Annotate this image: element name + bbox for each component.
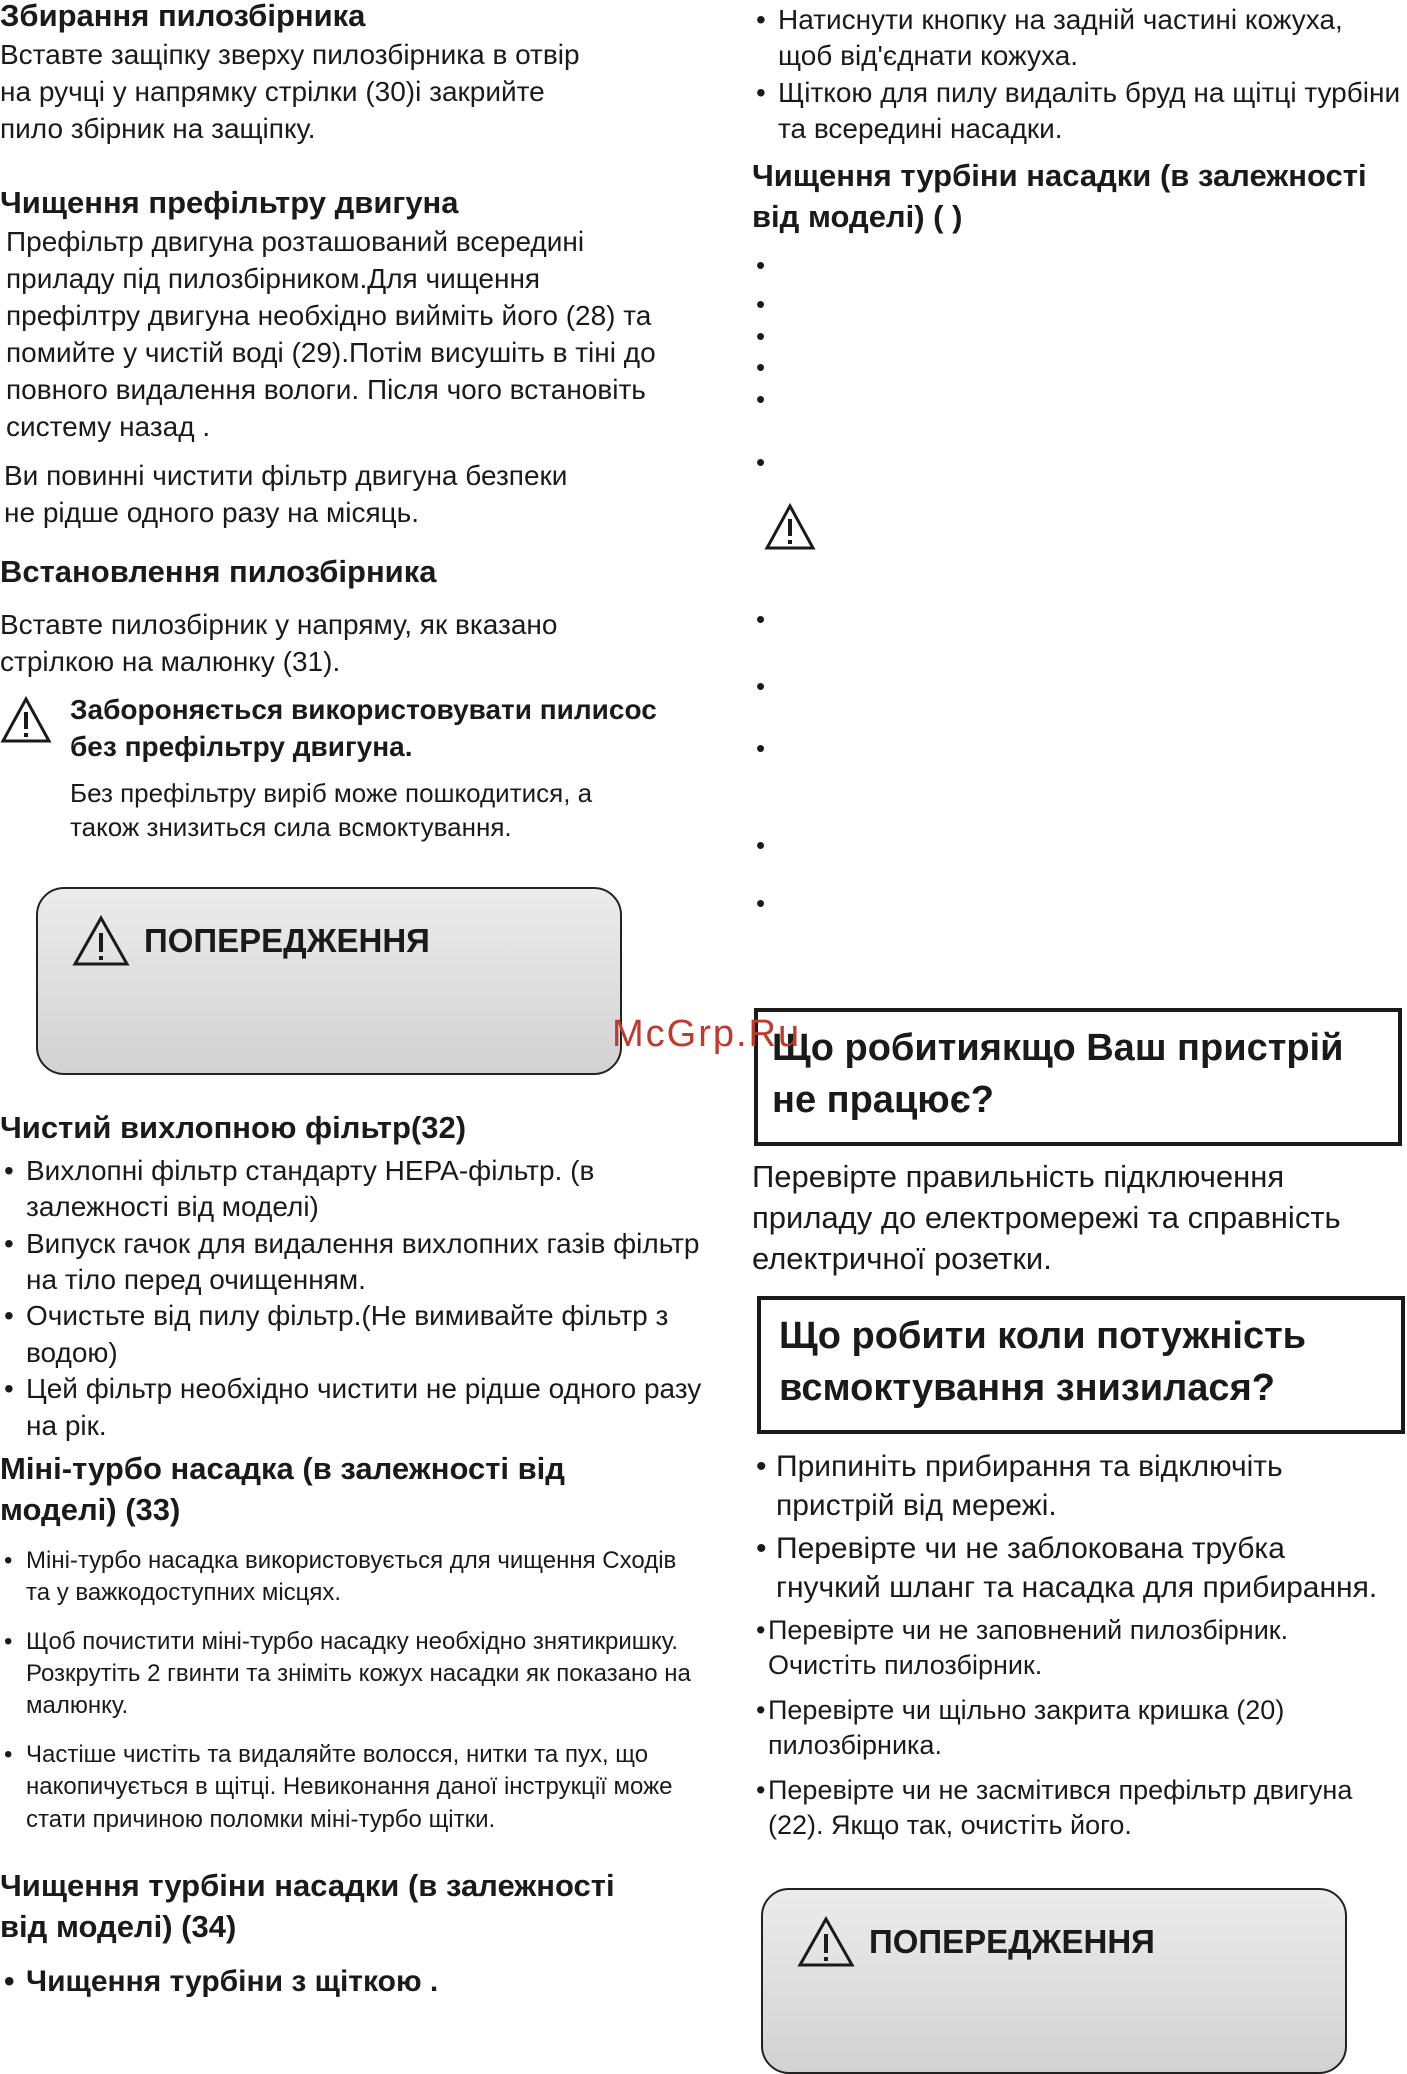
para-line: повного видалення вологи. Після чого встановіть: [6, 373, 646, 405]
list-item: • Вихлопні фільтр стандарту HEPA-фільтр. (в залежності від моделі): [0, 1153, 720, 1226]
warning-icon: [72, 915, 130, 967]
section-title: Збирання пилозбірника: [0, 0, 366, 33]
bullet-glyph: •: [756, 352, 766, 382]
warning-icon: [0, 696, 52, 744]
section-prefilter: [0, 183, 656, 532]
section-title: Чистий вихлопною фільтр(32): [0, 1110, 467, 1145]
bullet-glyph: •: [756, 250, 766, 280]
para-line: систему назад .: [6, 410, 211, 442]
bullet-glyph: •: [756, 604, 766, 634]
section-title: Чищення префільтру двигуна: [0, 185, 459, 220]
watermark: McGrp.Ru: [612, 1013, 802, 1055]
list-item: • Перевірте чи не заповнений пилозбірник. Очистіть пилозбірник.: [752, 1613, 1392, 1683]
section-exhaust-filter: [0, 1108, 720, 1444]
bullet-glyph: •: [756, 733, 766, 763]
list-item: • Частіше чистіть та видаляйте волосся, нитки та пух, що накопичується в щітці. Невиконання даної інструкції може стати причиною поломки міні-турбо щітки.: [0, 1739, 700, 1836]
warning-box: [36, 887, 622, 1075]
bullet-glyph: •: [756, 888, 766, 918]
box-title: не працює?: [772, 1079, 994, 1122]
section-assembly: [0, 0, 580, 148]
para-line: Префільтр двигуна розташований всередині: [6, 225, 585, 257]
troubleshoot-text: [752, 1156, 1402, 1280]
list-item: • Перевірте чи щільно закрита кришка (20) пилозбірника.: [752, 1693, 1392, 1763]
bullet-glyph: •: [756, 447, 766, 477]
para-line: Вставте защіпку зверху пилозбірника в отвір: [0, 38, 580, 70]
warning-icon: [764, 503, 816, 551]
list-item: • Чищення турбіни з щіткою .: [0, 1962, 700, 2001]
warning-text: Без префільтру виріб може пошкодитися, а: [70, 777, 593, 808]
bullet-glyph: •: [756, 321, 766, 351]
para-line: префілтру двигуна необхідно вийміть його (28) та: [6, 299, 652, 331]
warning-box-label: ПОПЕРЕДЖЕННЯ: [869, 1923, 1155, 1960]
list-item: • Перевірте чи не заблокована трубка гнучкий шланг та насадка для прибирання.: [752, 1529, 1392, 1607]
para-line: приладу під пилозбірником.Для чищення: [6, 262, 541, 294]
bullet-glyph: •: [756, 830, 766, 860]
para-line: Вставте пилозбірник у напряму, як вказано: [0, 608, 558, 640]
troubleshoot-box-not-working: [754, 1008, 1402, 1146]
section-title: Чищення турбіни насадки (в залежності: [752, 158, 1367, 193]
bullet-glyph: •: [756, 384, 766, 414]
section-title: Міні-турбо насадка (в залежності від: [0, 1451, 565, 1486]
section-title: від моделі) (34): [0, 1908, 237, 1944]
section-turbine-cleaning: [0, 1866, 700, 2001]
para-line: електричної розетки.: [752, 1241, 1052, 1277]
para-line: Перевірте правильність підключення: [752, 1159, 1285, 1194]
para-line: помийте у чистій воді (29).Потім висушіть в тіні до: [6, 336, 656, 368]
list-item: • Міні-турбо насадка використовується для чищення Сходів та у важкодоступних місцях.: [0, 1545, 700, 1610]
section-install: [0, 552, 557, 681]
para-line: не рідше одного разу на місяць.: [4, 496, 420, 528]
list-item: • Перевірте чи не засмітився префільтр двигуна (22). Якщо так, очистіть його.: [752, 1773, 1392, 1843]
list-item: • Натиснути кнопку на задній частині кожуха, щоб від'єднати кожуха.: [752, 2, 1402, 75]
para-line: на ручці у напрямку стрілки (30)і закрийте: [0, 75, 545, 107]
section-title: моделі) (33): [0, 1491, 181, 1527]
para-line: Ви повинні чистити фільтр двигуна безпеки: [4, 459, 568, 491]
warning-box: [761, 1888, 1347, 2074]
box-title: всмоктування знизилася?: [779, 1367, 1275, 1410]
warning-box-label: ПОПЕРЕДЖЕННЯ: [144, 922, 430, 959]
list-item: • Цей фільтр необхідно чистити не рідше одного разу на рік.: [0, 1371, 720, 1444]
warning-title: без префільтру двигуна.: [70, 730, 413, 762]
list-item: • Випуск гачок для видалення вихлопних газів фільтр на тіло перед очищенням.: [0, 1226, 720, 1299]
para-line: приладу до електромережі та справність: [752, 1200, 1341, 1236]
suction-checklist: [752, 1447, 1392, 1844]
para-line: пило збірник на защіпку.: [0, 112, 316, 144]
section-turbine-cleaning-2: [752, 156, 1407, 238]
list-item: • Щоб почистити міні-турбо насадку необхідно знятикришку. Розкрутіть 2 гвинти та зніміть кожух насадки як показано на малюнку.: [0, 1626, 700, 1723]
warning-text: також знизиться сила всмоктування.: [70, 812, 512, 843]
section-mini-turbo: [0, 1449, 700, 1836]
section-title: Чищення турбіни насадки (в залежності: [0, 1868, 615, 1903]
box-title: Що робити коли потужність: [779, 1315, 1307, 1357]
warning-icon: [797, 1916, 855, 1968]
list-item: • Припиніть прибирання та відключіть пристрій від мережі.: [752, 1447, 1392, 1525]
turbine-steps: [752, 2, 1402, 148]
para-line: стрілкою на малюнку (31).: [0, 645, 341, 677]
list-item: • Щіткою для пилу видаліть бруд на щітці турбіни та всередині насадки.: [752, 75, 1402, 148]
warning-title: Забороняється використовувати пилисос: [70, 694, 657, 725]
list-item: • Очистьте від пилу фільтр.(Не вимивайте фільтр з водою): [0, 1298, 720, 1371]
section-title: від моделі) ( ): [752, 198, 963, 234]
bullet-glyph: •: [756, 671, 766, 701]
troubleshoot-box-suction: [757, 1296, 1405, 1434]
section-title: Встановлення пилозбірника: [0, 554, 437, 589]
bullet-glyph: •: [756, 289, 766, 319]
box-title: Що робитиякщо Ваш пристрій: [772, 1027, 1344, 1069]
